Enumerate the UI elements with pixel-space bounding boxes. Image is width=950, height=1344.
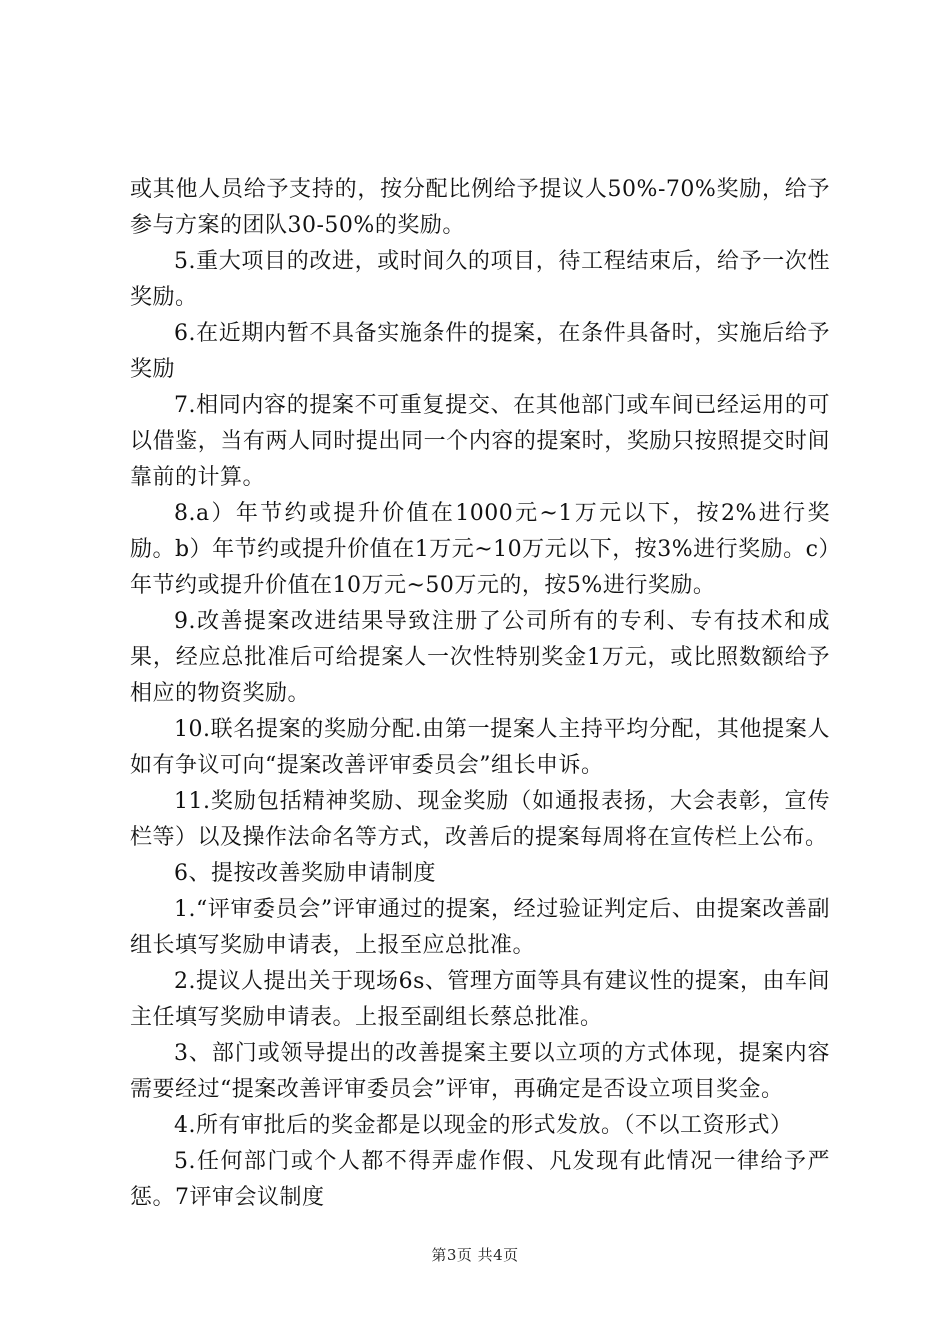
paragraph-item-11: 11.奖励包括精神奖励、现金奖励（如通报表扬，大会表彰，宣传栏等）以及操作法命名等方式，改善后的提案每周将在宣传栏上公布。 [130, 789, 830, 850]
paragraph-apply-3: 3、部门或领导提出的改善提案主要以立项的方式体现，提案内容需要经过“提案改善评审委员会”评审，再确定是否设立项目奖金。 [130, 1041, 830, 1102]
document-body [130, 172, 830, 1216]
paragraph-continuation: 或其他人员给予支持的，按分配比例给予提议人50%-70%奖励，给予参与方案的团队30-50%的奖励。 [130, 177, 830, 238]
paragraph-item-5: 5.重大项目的改进，或时间久的项目，待工程结束后，给予一次性奖励。 [130, 249, 830, 310]
paragraph-item-6: 6.在近期内暂不具备实施条件的提案，在条件具备时，实施后给予奖励 [130, 321, 830, 382]
paragraph-item-8: 8.a）年节约或提升价值在1000元~1万元以下，按2%进行奖励。b）年节约或提升价值在1万元~10万元以下，按3%进行奖励。c）年节约或提升价值在10万元~50万元的，按5%进行奖励。 [130, 501, 830, 598]
paragraph-item-7: 7.相同内容的提案不可重复提交、在其他部门或车间已经运用的可以借鉴，当有两人同时提出同一个内容的提案时，奖励只按照提交时间靠前的计算。 [130, 393, 830, 490]
paragraph-item-10: 10.联名提案的奖励分配.由第一提案人主持平均分配，其他提案人如有争议可向“提案改善评审委员会”组长申诉。 [130, 717, 830, 778]
paragraph-apply-2: 2.提议人提出关于现场6s、管理方面等具有建议性的提案，由车间主任填写奖励申请表。上报至副组长蔡总批准。 [130, 969, 830, 1030]
paragraph-item-9: 9.改善提案改进结果导致注册了公司所有的专利、专有技术和成果，经应总批准后可给提案人一次性特别奖金1万元，或比照数额给予相应的物资奖励。 [130, 609, 830, 706]
page-footer: 第3页 共4页 [431, 1246, 519, 1264]
paragraph-apply-5: 5.任何部门或个人都不得弄虚作假、凡发现有此情况一律给予严惩。7评审会议制度 [130, 1149, 830, 1210]
paragraph-apply-1: 1.“评审委员会”评审通过的提案，经过验证判定后、由提案改善副组长填写奖励申请表，上报至应总批准。 [130, 897, 830, 958]
paragraph-apply-4: 4.所有审批后的奖金都是以现金的形式发放。（不以工资形式） [174, 1113, 793, 1138]
section-heading-6: 6、提按改善奖励申请制度 [174, 861, 436, 886]
